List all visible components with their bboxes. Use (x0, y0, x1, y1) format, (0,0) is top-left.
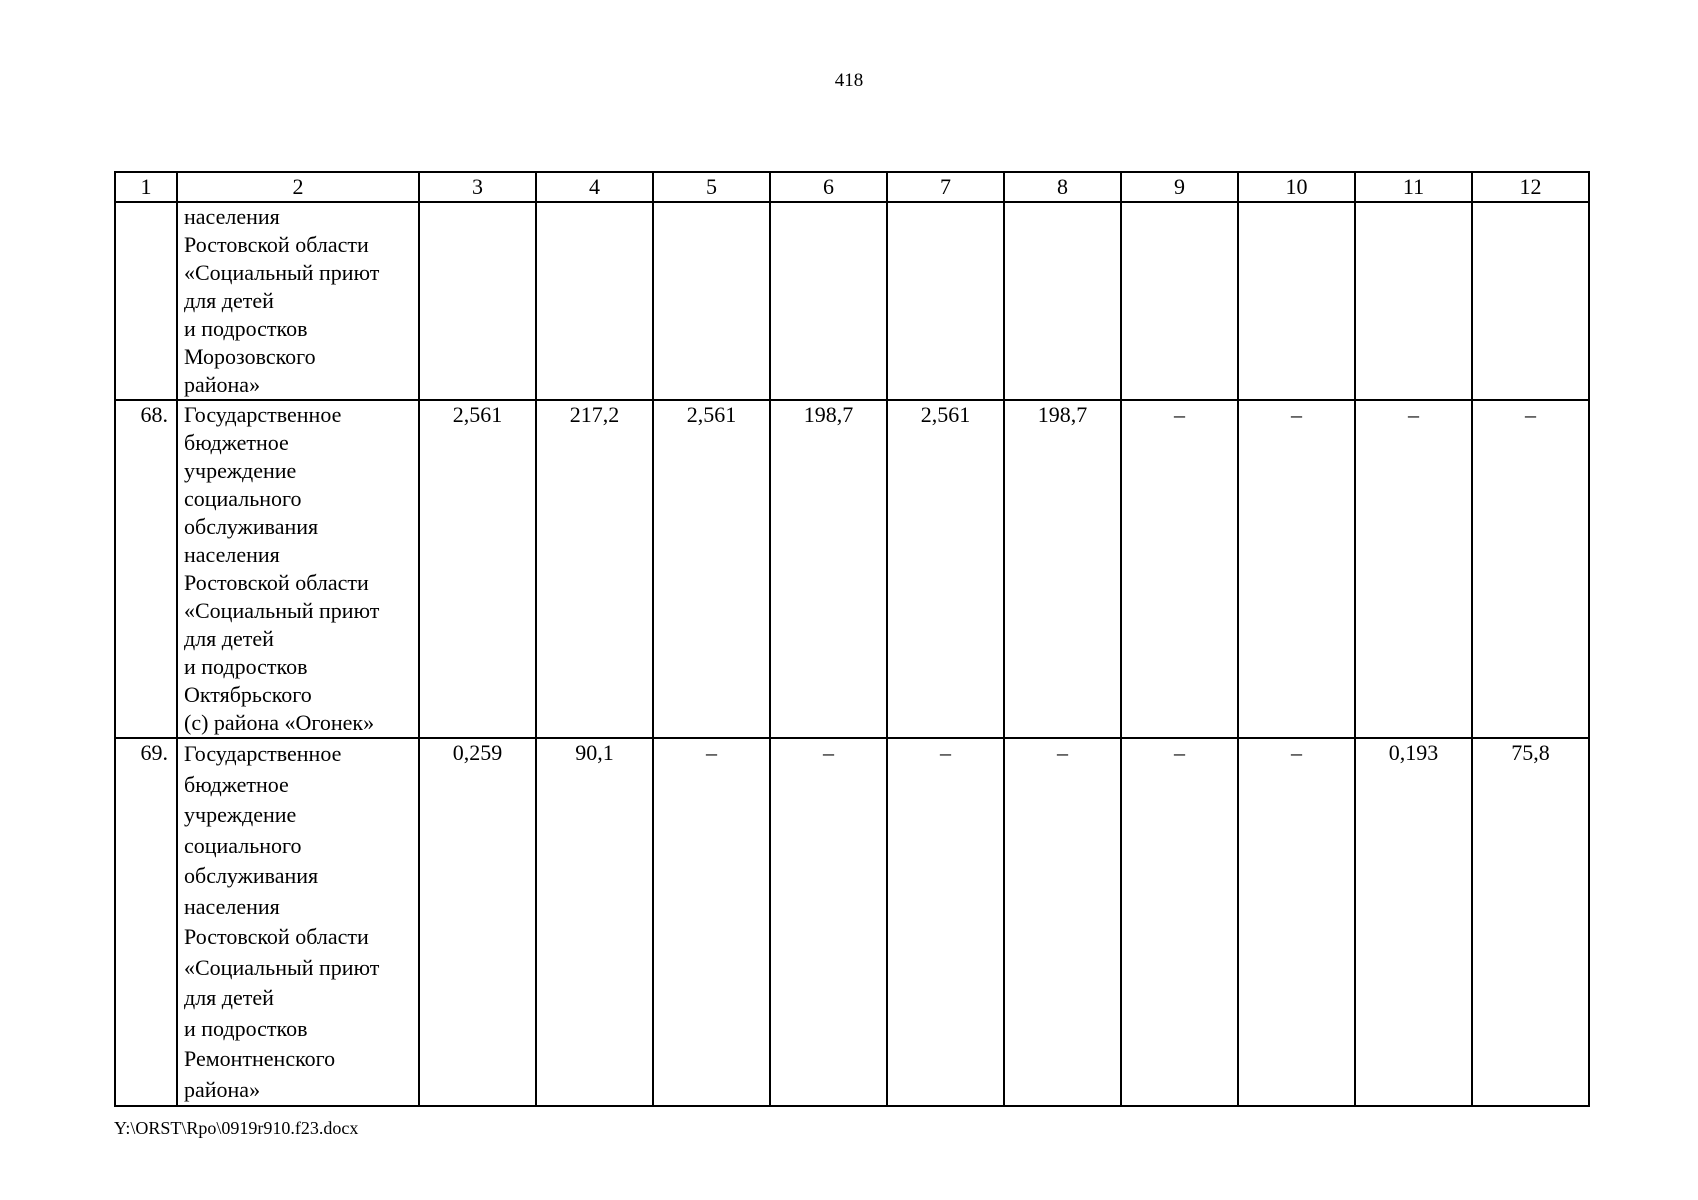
value-cell: – (887, 738, 1004, 1106)
value-cell: – (1004, 738, 1121, 1106)
column-header: 5 (653, 172, 770, 202)
column-header: 2 (177, 172, 419, 202)
column-header: 8 (1004, 172, 1121, 202)
value-cell (887, 202, 1004, 400)
value-cell: 2,561 (653, 400, 770, 738)
column-header: 6 (770, 172, 887, 202)
value-cell: – (1238, 738, 1355, 1106)
column-header: 7 (887, 172, 1004, 202)
value-cell: 75,8 (1472, 738, 1589, 1106)
value-cell: 2,561 (419, 400, 536, 738)
value-cell: – (1472, 400, 1589, 738)
value-cell (419, 202, 536, 400)
value-cell: – (1121, 738, 1238, 1106)
table-row (115, 202, 1589, 400)
value-cell: 198,7 (1004, 400, 1121, 738)
column-header: 3 (419, 172, 536, 202)
file-path-footer: Y:\ORST\Rpo\0919r910.f23.docx (114, 1118, 359, 1138)
value-cell (770, 202, 887, 400)
column-header: 12 (1472, 172, 1589, 202)
row-number (115, 202, 177, 400)
column-header: 4 (536, 172, 653, 202)
value-cell: 2,561 (887, 400, 1004, 738)
institution-name: Государственное бюджетное учреждение социального обслуживания населения Ростовской области «Социальный приют для детей и подростков Ремонтненского района» (177, 738, 419, 1106)
table-row (115, 400, 1589, 738)
value-cell: – (1238, 400, 1355, 738)
value-cell (1238, 202, 1355, 400)
value-cell (1004, 202, 1121, 400)
institution-name: населения Ростовской области «Социальный приют для детей и подростков Морозовского района» (177, 202, 419, 400)
value-cell: 0,193 (1355, 738, 1472, 1106)
value-cell: – (1121, 400, 1238, 738)
value-cell (536, 202, 653, 400)
value-cell (1355, 202, 1472, 400)
institution-name: Государственное бюджетное учреждение социального обслуживания населения Ростовской области «Социальный приют для детей и подростков Октябрьского (с) района «Огонек» (177, 400, 419, 738)
value-cell: 90,1 (536, 738, 653, 1106)
value-cell (653, 202, 770, 400)
column-header: 1 (115, 172, 177, 202)
value-cell: 217,2 (536, 400, 653, 738)
value-cell: – (1355, 400, 1472, 738)
column-header: 9 (1121, 172, 1238, 202)
value-cell: – (653, 738, 770, 1106)
column-header: 11 (1355, 172, 1472, 202)
page-number: 418 (834, 70, 864, 91)
row-number: 68. (115, 400, 177, 738)
value-cell: – (770, 738, 887, 1106)
value-cell: 198,7 (770, 400, 887, 738)
value-cell (1121, 202, 1238, 400)
row-number: 69. (115, 738, 177, 1106)
value-cell (1472, 202, 1589, 400)
data-table (114, 171, 1590, 1107)
value-cell: 0,259 (419, 738, 536, 1106)
column-header: 10 (1238, 172, 1355, 202)
table-header-row (115, 172, 1589, 202)
table-row (115, 738, 1589, 1106)
